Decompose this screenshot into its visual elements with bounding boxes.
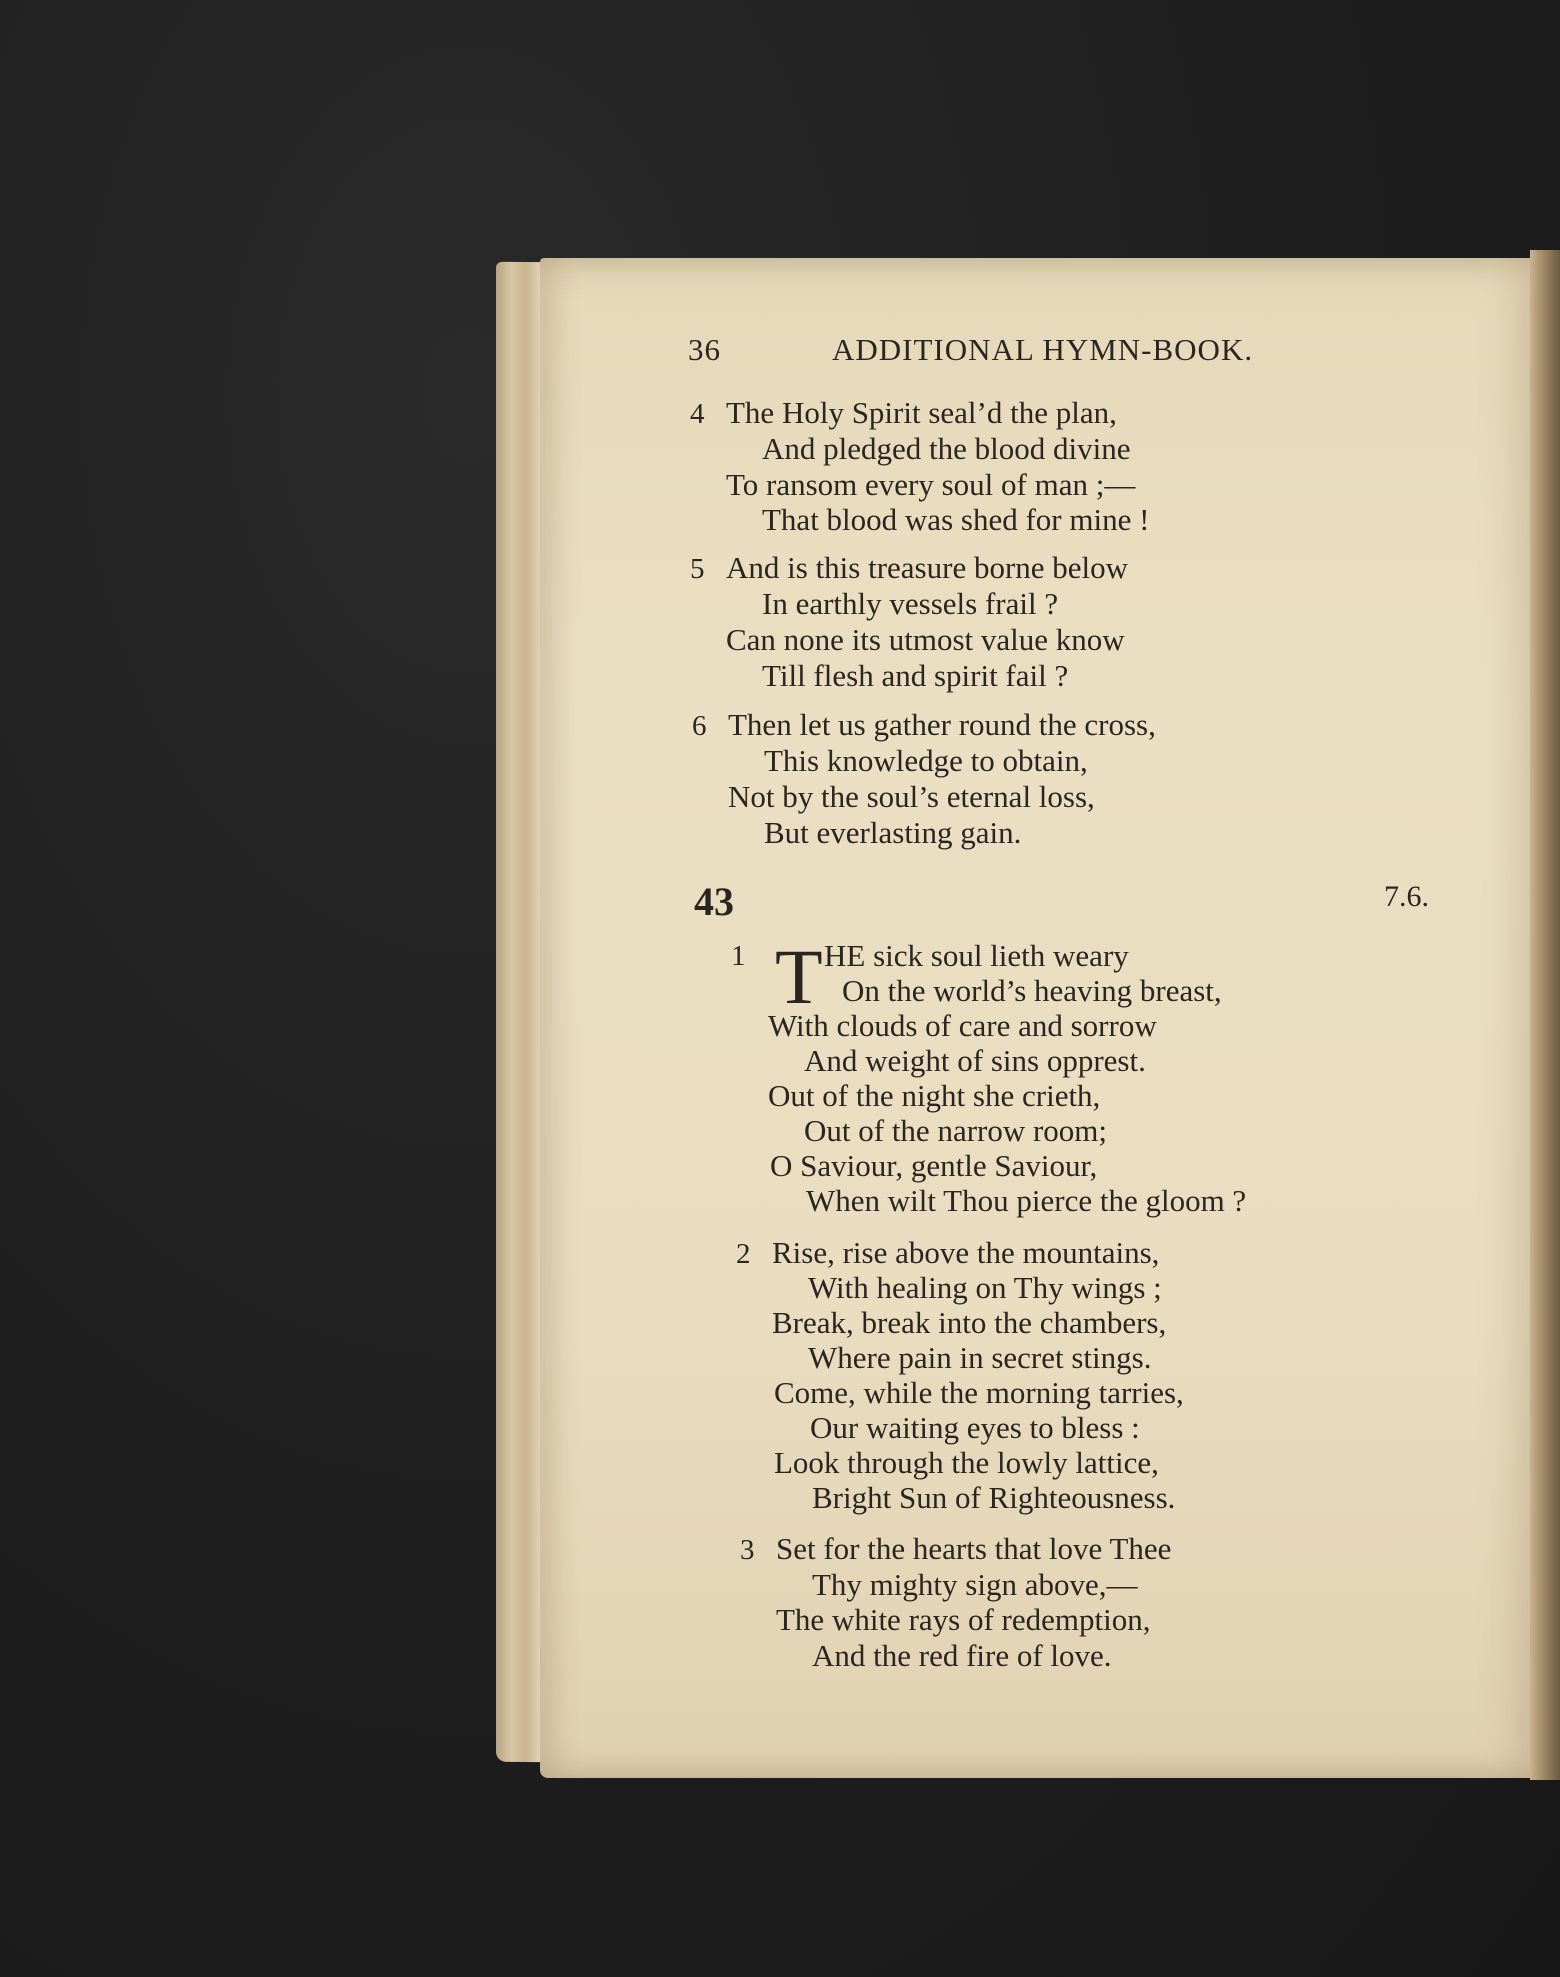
- hymn-number: 43: [694, 879, 734, 924]
- hymn-line: O Saviour, gentle Saviour,: [770, 1148, 1098, 1183]
- running-title: ADDITIONAL HYMN-BOOK.: [832, 332, 1254, 367]
- hymn-line: Set for the hearts that love Thee: [776, 1531, 1172, 1566]
- hymn-line: Out of the night she crieth,: [768, 1078, 1101, 1113]
- hymn-line: The Holy Spirit seal’d the plan,: [726, 395, 1117, 430]
- hymn-line: Till flesh and spirit fail ?: [762, 658, 1069, 693]
- hymn-line: In earthly vessels frail ?: [762, 586, 1059, 621]
- hymn-meter: 7.6.: [1384, 880, 1429, 913]
- hymn-line: Thy mighty sign above,—: [812, 1567, 1138, 1602]
- verse-number: 5: [690, 553, 705, 585]
- hymn-line: Our waiting eyes to bless :: [810, 1410, 1140, 1445]
- hymn-line: Break, break into the chambers,: [772, 1305, 1167, 1340]
- hymn-line: HE sick soul lieth weary: [824, 938, 1129, 973]
- verse-number: 1: [731, 940, 746, 972]
- hymn-line: Where pain in secret stings.: [808, 1340, 1152, 1375]
- hymn-line: This knowledge to obtain,: [764, 743, 1088, 778]
- hymn-line: On the world’s heaving breast,: [842, 973, 1222, 1008]
- hymn-line: And is this treasure borne below: [726, 550, 1129, 585]
- verse-number: 6: [692, 710, 707, 742]
- hymn-line: Bright Sun of Righteousness.: [812, 1480, 1176, 1515]
- hymn-line: Come, while the morning tarries,: [774, 1375, 1184, 1410]
- hymn-line: With healing on Thy wings ;: [808, 1270, 1162, 1305]
- hymn-line: The white rays of redemption,: [776, 1602, 1151, 1637]
- hymn-line: And weight of sins opprest.: [804, 1043, 1146, 1078]
- verse-number: 4: [690, 398, 705, 430]
- hymn-line: Out of the narrow room;: [804, 1113, 1108, 1148]
- hymn-line: Can none its utmost value know: [726, 622, 1125, 657]
- hymn-line: But everlasting gain.: [764, 815, 1022, 850]
- hymn-line: To ransom every soul of man ;—: [726, 467, 1136, 502]
- hymn-line: And the red fire of love.: [812, 1638, 1112, 1673]
- hymn-line: And pledged the blood divine: [762, 431, 1131, 466]
- page-number: 36: [688, 332, 721, 367]
- hymn-line: Look through the lowly lattice,: [774, 1445, 1159, 1480]
- hymn-line: Then let us gather round the cross,: [728, 707, 1156, 742]
- hymn-line: When wilt Thou pierce the gloom ?: [806, 1183, 1247, 1218]
- hymn-line: Not by the soul’s eternal loss,: [728, 779, 1095, 814]
- verse-number: 2: [736, 1238, 751, 1270]
- drop-cap: T: [775, 933, 823, 1020]
- hymn-line: Rise, rise above the mountains,: [772, 1235, 1160, 1270]
- verse-number: 3: [740, 1534, 755, 1566]
- hymn-line: With clouds of care and sorrow: [768, 1008, 1157, 1043]
- hymn-line: That blood was shed for mine !: [762, 502, 1150, 537]
